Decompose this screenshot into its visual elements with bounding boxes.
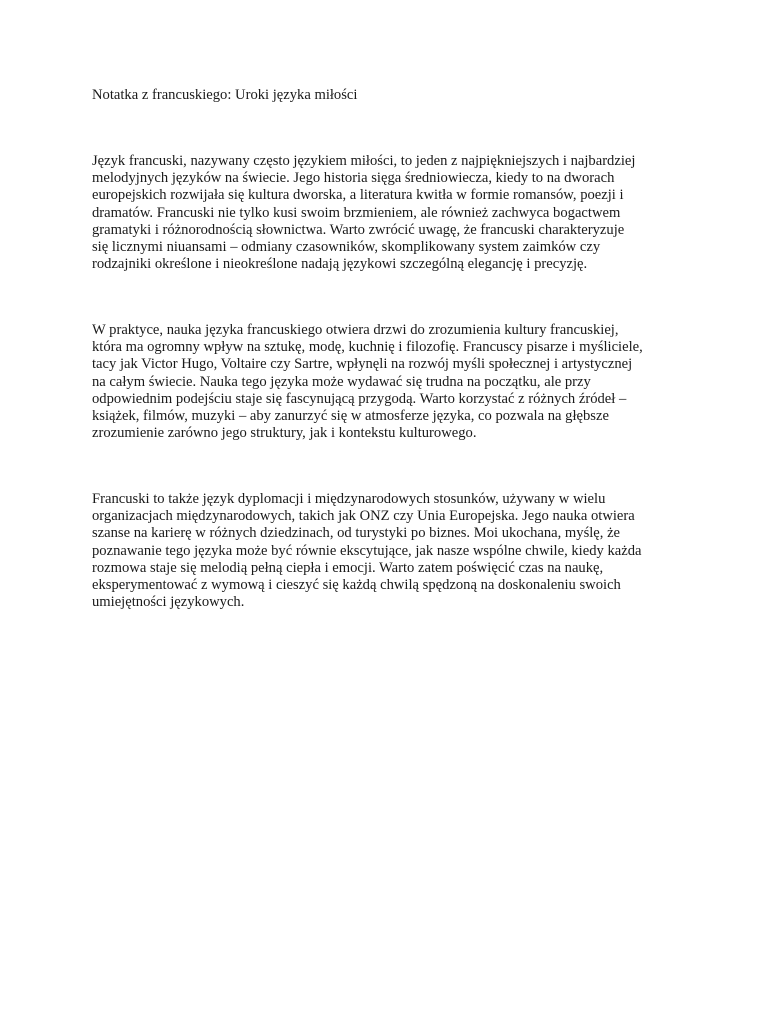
paragraph-line: melodyjnych języków na świecie. Jego historia sięga średniowiecza, kiedy to na dworach bbox=[92, 170, 615, 187]
paragraph-line: Język francuski, nazywany często językiem miłości, to jeden z najpiękniejszych i najbardziej bbox=[92, 153, 636, 169]
paragraph-line: książek, filmów, muzyki – aby zanurzyć się w atmosferze języka, co pozwala na głębsze bbox=[92, 408, 609, 425]
paragraph-line: W praktyce, nauka języka francuskiego otwiera drzwi do zrozumienia kultury francuskiej, bbox=[92, 322, 619, 338]
paragraph-line: umiejętności językowych. bbox=[92, 594, 245, 611]
title-line: Notatka z francuskiego: Uroki języka miłości bbox=[92, 87, 358, 103]
paragraph-line: rozmowa staje się melodią pełną ciepła i emocji. Warto zatem poświęcić czas na naukę, bbox=[92, 559, 604, 576]
paragraph-line: odpowiednim podejściu staje się fascynującą przygodą. Warto korzystać z różnych źródeł – bbox=[92, 390, 627, 407]
document-title bbox=[92, 87, 692, 104]
paragraph-line: europejskich rozwijała się kultura dworska, a literatura kwitła w formie romansów, poezji i bbox=[92, 187, 624, 204]
paragraph-3 bbox=[92, 491, 692, 611]
paragraph-line: organizacjach międzynarodowych, takich jak ONZ czy Unia Europejska. Jego nauka otwiera bbox=[92, 508, 635, 525]
paragraph-line: na całym świecie. Nauka tego języka może wydawać się trudna na początku, ale przy bbox=[92, 373, 591, 390]
paragraph-1 bbox=[92, 153, 692, 273]
paragraph-line: Francuski to także język dyplomacji i międzynarodowych stosunków, używany w wielu bbox=[92, 491, 606, 507]
paragraph-line: dramatów. Francuski nie tylko kusi swoim brzmieniem, ale również zachwyca bogactwem bbox=[92, 204, 621, 221]
paragraph-line: zrozumienie zarówno jego struktury, jak i kontekstu kulturowego. bbox=[92, 425, 477, 442]
paragraph-line: się licznymi niuansami – odmiany czasowników, skomplikowany system zaimków czy bbox=[92, 239, 601, 256]
paragraph-line: gramatyki i różnorodnością słownictwa. Warto zwrócić uwagę, że francuski charakteryzuje bbox=[92, 221, 625, 238]
paragraph-line: szanse na karierę w różnych dziedzinach, od turystyki po biznes. Moi ukochana, myślę, że bbox=[92, 525, 621, 542]
paragraph-line: eksperymentować z wymową i cieszyć się każdą chwilą spędzoną na doskonaleniu swoich bbox=[92, 577, 621, 594]
paragraph-line: tacy jak Victor Hugo, Voltaire czy Sartre, wpłynęli na rozwój myśli społecznej i artystycznej bbox=[92, 356, 633, 373]
paragraph-line: która ma ogromny wpływ na sztukę, modę, kuchnię i filozofię. Francuscy pisarze i myśliciele, bbox=[92, 339, 643, 356]
paragraph-2 bbox=[92, 322, 692, 442]
paragraph-line: poznawanie tego języka może być równie ekscytujące, jak nasze wspólne chwile, kiedy każda bbox=[92, 542, 642, 559]
paragraph-line: rodzajniki określone i nieokreślone nadają językowi szczególną elegancję i precyzję. bbox=[92, 256, 588, 273]
